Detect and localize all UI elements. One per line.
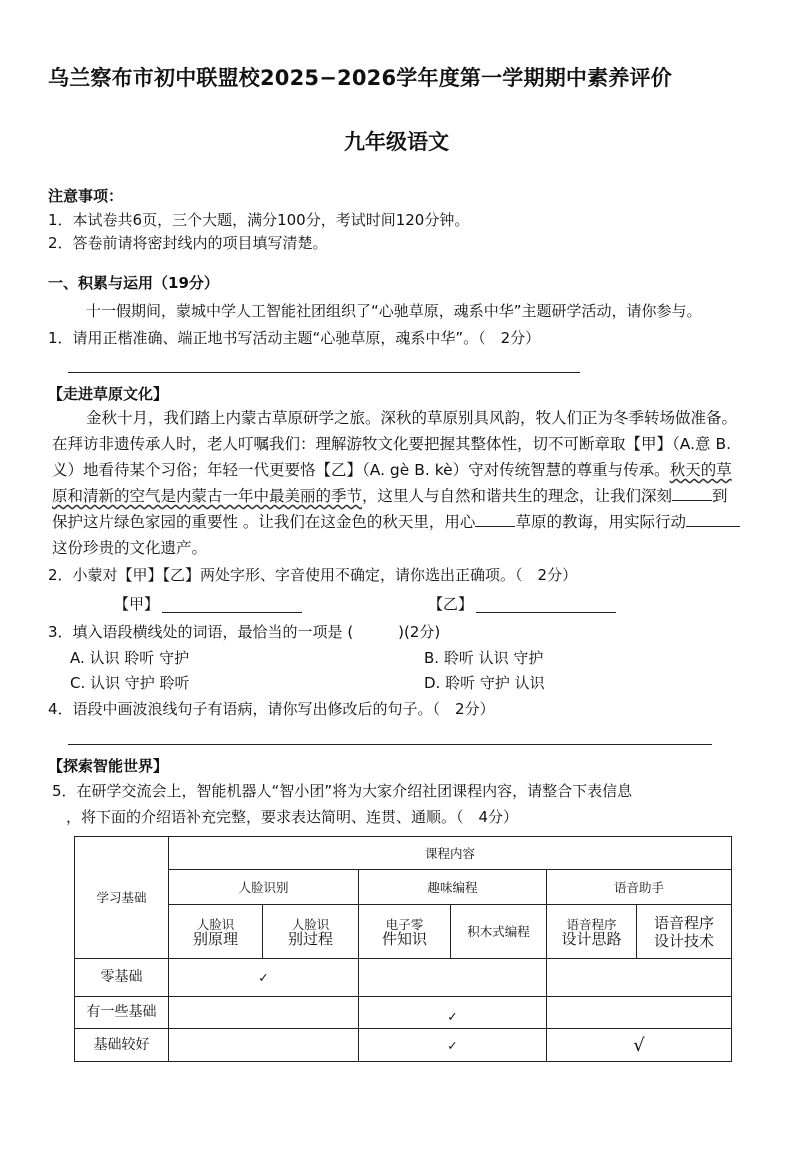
row-label: 零基础 [75,959,169,997]
table-corner-header: 学习基础 [75,837,169,959]
reading-passage [52,405,742,561]
passage-part-2: ，这里人与自然和谐共生的理念，让我们深刻 [362,487,673,505]
row-label: 基础较好 [75,1029,169,1062]
sub-line: 别过程 [287,929,333,948]
passage-part-1: 金秋十月，我们踏上内蒙古草原研学之旅。深秋的草原别具风韵，牧人们正为冬季转场做准备。在拜访非遗传承人时，老人叮嘱我们：理解游牧文化要把握其整体性，切不可断章取【甲】（A.意 B.义）地看待某个习俗；年轻一代更要恪【乙】（A. gè B. kè）守对传统智慧的尊重与传承。 [52,409,738,479]
wavy-sentence: 秋天的草原和清新的空气是内蒙古一年中最美丽的季节 [52,461,732,505]
table-row [75,997,732,1029]
answer-line-yi[interactable] [476,612,616,613]
subsection-heading-grassland: 【走进草原文化】 [48,385,169,403]
row-mark-coding [359,959,547,997]
subsection-heading-smart: 【探索智能世界】 [48,757,169,775]
row-mark-voice [547,997,732,1029]
notice-item-1: 1．本试卷共6页，三个大题，满分100分，考试时间120分钟。 [48,211,470,229]
sub-line: 语音程序 [654,913,715,932]
q2-jia-label: 【甲】 [114,595,160,613]
sub-line: 人脸识 [291,916,330,932]
sub-line: 人脸识 [196,916,235,932]
question-1: 1．请用正楷准确、端正地书写活动主题“心驰草原，魂系中华”。（ 2分） [48,329,541,347]
table-group-face: 人脸识别 [169,870,359,905]
table-sub-face-principle [169,905,263,959]
table-group-voice: 语音助手 [547,870,732,905]
subject-title: 九年级语文 [344,130,449,154]
row-mark-face [169,1029,359,1062]
blank-1[interactable] [672,486,712,501]
row-mark-coding: ✓ [359,1029,547,1062]
passage-part-3: 到保护这片绿色家园的重要性 。让我们在这金色的秋天里，用心 [52,487,728,531]
sub-line: 件知识 [381,929,427,948]
table-row [75,959,732,997]
table-group-coding: 趣味编程 [359,870,547,905]
row-mark-voice [547,959,732,997]
blank-3[interactable] [686,512,740,527]
question-5-line-1: 5．在研学交流会上，智能机器人“智小团”将为大家介绍社团课程内容，请整合下表信息 [52,782,633,800]
notice-heading: 注意事项： [48,187,124,205]
sub-line: 积木式编程 [467,924,530,939]
answer-line-jia[interactable] [162,612,302,613]
passage-part-5: 这份珍贵的文化遗产。 [52,539,208,557]
q3-option-c[interactable]: C. 认识 守护 聆听 [70,674,190,692]
q3-option-b[interactable]: B. 聆听 认识 守护 [424,649,544,667]
q3-option-a[interactable]: A. 认识 聆听 守护 [70,649,190,667]
blank-2[interactable] [475,512,515,527]
table-sub-face-process [263,905,359,959]
question-4: 4．语段中画波浪线句子有语病，请你写出修改后的句子。（ 2分） [48,700,495,718]
passage-part-4: 草原的教诲，用实际行动 [515,513,686,531]
section-intro: 十一假期间，蒙城中学人工智能社团组织了“心驰草原，魂系中华”主题研学活动，请你参与。 [86,302,702,320]
row-mark-face [169,997,359,1029]
q2-yi-label: 【乙】 [428,595,474,613]
table-sub-electronics [359,905,451,959]
q3-option-d[interactable]: D. 聆听 守护 认识 [424,674,545,692]
sub-line: 语音程序 [566,916,617,932]
sub-line: 设计思路 [561,929,622,948]
row-mark-coding: ✓ [359,997,547,1029]
sub-line: 别原理 [192,929,238,948]
question-5-line-2: ，将下面的介绍语补充完整，要求表达简明、连贯、通顺。（ 4分） [66,808,519,826]
row-mark-voice: √ [547,1029,732,1062]
table-course-header: 课程内容 [169,837,732,870]
table-row [75,1029,732,1062]
section-heading: 一、积累与运用（19分） [48,274,219,292]
question-3: 3．填入语段横线处的词语，最恰当的一项是 ( )(2分) [48,623,441,641]
row-label: 有一些基础 [75,997,169,1029]
exam-title: 乌兰察布市初中联盟校2025−2026学年度第一学期期中素养评价 [48,66,672,90]
answer-line-q4[interactable] [68,744,712,745]
table-sub-voice-design [547,905,637,959]
question-2: 2．小蒙对【甲】【乙】两处字形、字音使用不确定，请你选出正确项。（ 2分） [48,566,578,584]
course-table [74,836,732,1062]
table-sub-voice-tech [637,905,732,959]
answer-line-q1[interactable] [68,372,580,373]
sub-line: 电子零 [385,916,424,932]
table-sub-block-coding [451,905,547,959]
row-mark-face: ✓ [169,959,359,997]
sub-line: 设计技术 [654,931,715,950]
notice-item-2: 2．答卷前请将密封线内的项目填写清楚。 [48,234,328,252]
